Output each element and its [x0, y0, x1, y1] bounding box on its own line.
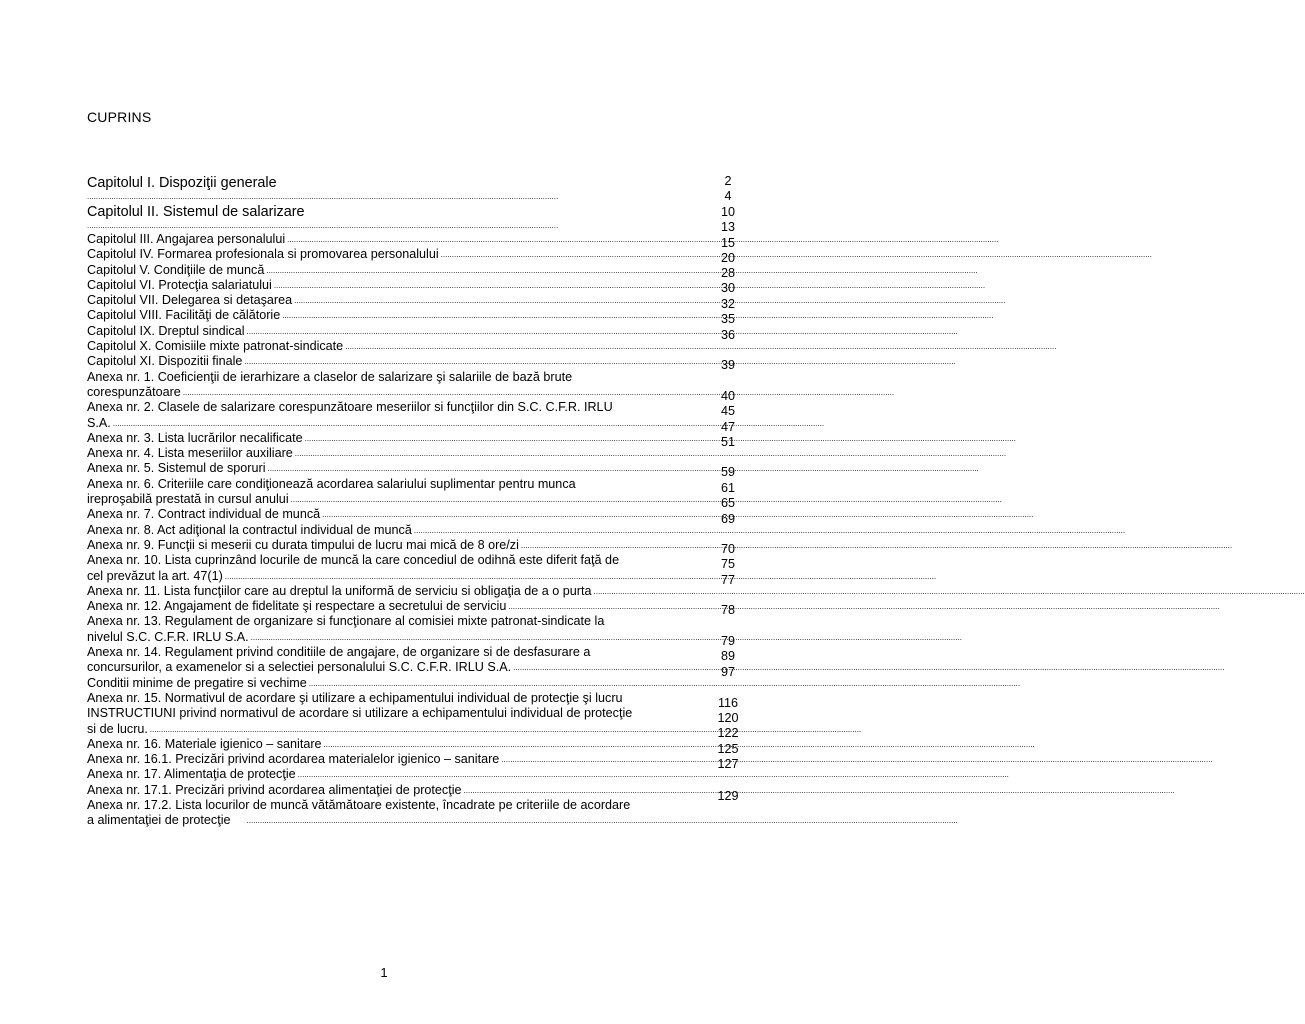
page-number: 120: [717, 711, 739, 725]
toc-entry[interactable]: Anexa nr. 7. Contract individual de muncă .....: [87, 507, 698, 522]
page-number: 13: [720, 220, 735, 234]
toc-entry-cont[interactable]: nivelul S.C. C.F.R. IRLU S.A. .....: [87, 630, 698, 645]
toc-entry[interactable]: Capitolul VIII. Facilităţi de călătorie .....: [87, 308, 698, 323]
toc-entry[interactable]: Conditii minime de pregatire si vechime .....: [87, 676, 698, 691]
toc-entry[interactable]: Anexa nr. 17. Alimentaţia de protecţie .....: [87, 767, 698, 782]
toc-entry[interactable]: Capitolul V. Condiţiile de muncă .....: [87, 263, 698, 278]
page-number: 47: [720, 420, 735, 434]
toc-entry[interactable]: Anexa nr. 8. Act adiţional la contractul individual de muncă .....: [87, 523, 698, 538]
page-number: 20: [720, 251, 735, 265]
toc-entry[interactable]: Anexa nr. 12. Angajament de fidelitate şi respectare a secretului de serviciu .....: [87, 599, 698, 614]
page-number: 15: [720, 236, 735, 250]
page-number: 89: [720, 649, 735, 663]
toc-entry-cont[interactable]: S.A. .....: [87, 416, 698, 431]
toc-entry[interactable]: Anexa nr. 4. Lista meseriilor auxiliare .....: [87, 446, 698, 461]
page-number: 30: [720, 281, 735, 295]
toc-entry[interactable]: Capitolul IV. Formarea profesionala si promovarea personalului .....: [87, 247, 698, 262]
page-number: 79: [720, 634, 735, 648]
toc-entry[interactable]: Anexa nr. 1. Coeficienţii de ierarhizare a claselor de salarizare şi salariile de bază brute: [87, 369, 573, 384]
toc-entry[interactable]: Anexa nr. 11. Lista funcţiilor care au dreptul la uniformă de serviciu si obligaţia de a o purta .....: [87, 584, 698, 599]
toc-entry[interactable]: Capitolul III. Angajarea personalului .....: [87, 232, 698, 247]
toc-entry-cont[interactable]: a alimentaţiei de protecţie .....: [87, 813, 698, 828]
leader-dots: ....................................................................................................................................................................................................................: [87, 192, 559, 201]
toc-entry[interactable]: Anexa nr. 5. Sistemul de sporuri .....: [87, 461, 698, 476]
page-number: 59: [720, 465, 735, 479]
toc-entry[interactable]: Anexa nr. 14. Regulament privind conditiile de angajare, de organizare si de desfasurare a: [87, 645, 591, 660]
toc-entry[interactable]: Anexa nr. 17.1. Precizări privind acordarea alimentaţiei de protecţie .....: [87, 783, 698, 798]
toc-entry-cont[interactable]: corespunzătoare .....: [87, 385, 698, 400]
toc-entry-cont[interactable]: cel prevăzut la art. 47(1) .....: [87, 569, 698, 584]
toc-entry[interactable]: Anexa nr. 10. Lista cuprinzând locurile de muncă la care concediul de odihnă este diferit faţă de: [87, 553, 620, 568]
page-number: 10: [720, 205, 735, 219]
toc-title: CUPRINS: [87, 109, 152, 125]
page-number: 129: [717, 789, 739, 803]
toc-entry[interactable]: Anexa nr. 13. Regulament de organizare si funcţionare al comisiei mixte patronat-sindicate la: [87, 614, 605, 629]
toc-entry[interactable]: Anexa nr. 16. Materiale igienico – sanitare .....: [87, 737, 698, 752]
page-number: 4: [724, 189, 732, 203]
page-number: 127: [717, 757, 739, 771]
toc-entry-cont[interactable]: si de lucru. .....: [87, 722, 698, 737]
page-number: 51: [720, 435, 735, 449]
toc-entry[interactable]: Capitolul I. Dispoziţii generale: [87, 175, 277, 191]
toc-entry[interactable]: Capitolul VII. Delegarea si detaşarea .....: [87, 293, 698, 308]
page-number: 61: [720, 481, 735, 495]
toc-entry[interactable]: Capitolul II. Sistemul de salarizare: [87, 204, 305, 220]
page-number: 28: [720, 266, 735, 280]
toc-entry[interactable]: Anexa nr. 6. Criteriile care condiţionează acordarea salariului suplimentar pentru munca: [87, 476, 576, 491]
page-number: 69: [720, 512, 735, 526]
toc-entry[interactable]: Capitolul VI. Protecţia salariatului .....: [87, 278, 698, 293]
page-number: 125: [717, 742, 739, 756]
toc-entry-cont[interactable]: ireproşabilă prestată in cursul anului .....: [87, 492, 698, 507]
page-number: 36: [720, 328, 735, 342]
page-number: 2: [724, 174, 732, 188]
toc-entry[interactable]: Anexa nr. 16.1. Precizări privind acordarea materialelor igienico – sanitare .....: [87, 752, 698, 767]
page-number: 65: [720, 496, 735, 510]
page-number: 40: [720, 389, 735, 403]
page-number: 77: [720, 573, 735, 587]
page-number: 116: [717, 696, 739, 710]
toc-entry[interactable]: Anexa nr. 17.2. Lista locurilor de muncă vătămătoare existente, încadrate pe criteriile de acordare: [87, 797, 631, 812]
page-number: 75: [720, 557, 735, 571]
page-number: 122: [717, 726, 739, 740]
toc-entry[interactable]: Anexa nr. 2. Clasele de salarizare corespunzătoare meseriilor si funcţiilor din S.C. C.F.R. IRLU: [87, 400, 613, 415]
toc-entry[interactable]: Anexa nr. 15. Normativul de acordare şi utilizare a echipamentului individual de protecţie şi lucru: [87, 690, 623, 705]
toc-entry[interactable]: Capitolul XI. Dispozitii finale .....: [87, 354, 698, 369]
toc-entry[interactable]: Capitolul IX. Dreptul sindical .....: [87, 324, 698, 339]
toc-entry[interactable]: Anexa nr. 9. Funcţii si meserii cu durata timpului de lucru mai mică de 8 ore/zi .....: [87, 538, 698, 553]
leader-dots: ....................................................................................................................................................................................................................: [87, 221, 559, 230]
page-number: 97: [720, 665, 735, 679]
toc-list: [87, 174, 698, 829]
footer-page-number: 1: [380, 965, 388, 980]
page-number: 78: [720, 603, 735, 617]
page-number: 32: [720, 297, 735, 311]
toc-entry-cont[interactable]: concursurilor, a examenelor si a selectiei personalului S.C. C.F.R. IRLU S.A. .....: [87, 660, 698, 675]
page-number: 35: [720, 312, 735, 326]
toc-entry[interactable]: INSTRUCTIUNI privind normativul de acordare si utilizare a echipamentului individual de protecţie: [87, 706, 633, 721]
toc-entry[interactable]: Anexa nr. 3. Lista lucrărilor necalificate .....: [87, 431, 698, 446]
page-number: 39: [720, 358, 735, 372]
page-number: 70: [720, 542, 735, 556]
page-number: 45: [720, 404, 735, 418]
toc-entry[interactable]: Capitolul X. Comisiile mixte patronat-sindicate .....: [87, 339, 698, 354]
